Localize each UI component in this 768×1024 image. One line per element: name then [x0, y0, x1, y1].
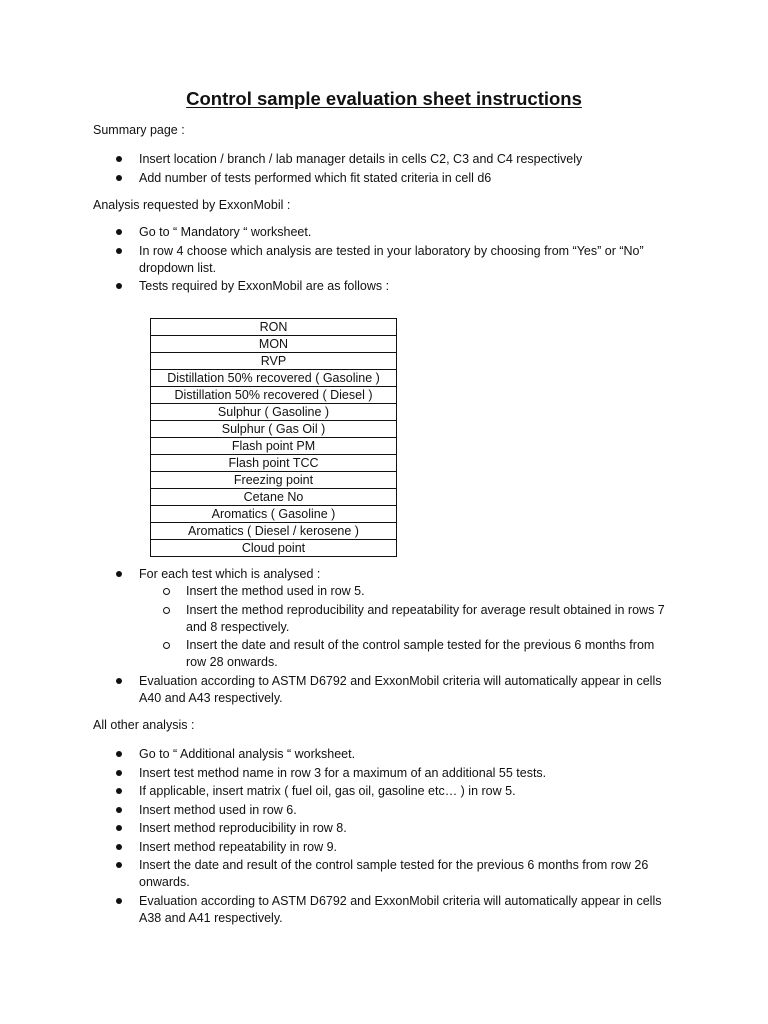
- sub-list-item: Insert the date and result of the control sample tested for the previous 6 months from row 28 onwards.: [139, 637, 672, 671]
- list-item: Insert the date and result of the control sample tested for the previous 6 months from row 26 onwards.: [0, 857, 679, 891]
- table-cell: Distillation 50% recovered ( Diesel ): [151, 387, 397, 404]
- table-cell: Cetane No: [151, 489, 397, 506]
- list-item: Tests required by ExxonMobil are as follows :: [0, 278, 679, 295]
- table-cell: RVP: [151, 353, 397, 370]
- table-cell: Distillation 50% recovered ( Gasoline ): [151, 370, 397, 387]
- table-cell: Flash point TCC: [151, 455, 397, 472]
- table-row: [151, 404, 397, 421]
- table-cell: Aromatics ( Diesel / kerosene ): [151, 523, 397, 540]
- table-row: [151, 489, 397, 506]
- list-item: In row 4 choose which analysis are tested in your laboratory by choosing from “Yes” or “No” dropdown list.: [0, 243, 679, 277]
- table-row: [151, 387, 397, 404]
- sub-list-item: Insert the method used in row 5.: [139, 583, 672, 600]
- table-row: [151, 353, 397, 370]
- sub-list-item: Insert the method reproducibility and repeatability for average result obtained in rows 7 and 8 respectively.: [139, 602, 672, 636]
- table-cell: Flash point PM: [151, 438, 397, 455]
- page-title: Control sample evaluation sheet instructions: [186, 88, 582, 109]
- table-row: [151, 421, 397, 438]
- list-item: [0, 566, 679, 671]
- list-item: Go to “ Mandatory “ worksheet.: [0, 224, 679, 241]
- table-row: [151, 506, 397, 523]
- table-row: [151, 523, 397, 540]
- summary-heading: Summary page :: [93, 123, 185, 137]
- other-heading: All other analysis :: [93, 718, 195, 732]
- list-item: Add number of tests performed which fit stated criteria in cell d6: [0, 170, 679, 187]
- list-item: Evaluation according to ASTM D6792 and ExxonMobil criteria will automatically appear in cells A40 and A43 respectively.: [0, 673, 679, 707]
- table-row: [151, 540, 397, 557]
- list-item: Insert method reproducibility in row 8.: [0, 820, 679, 837]
- sub-list: [139, 583, 679, 671]
- table-cell: RON: [151, 319, 397, 336]
- exxon-list: [0, 224, 768, 297]
- tests-table: [150, 318, 397, 557]
- table-cell: Aromatics ( Gasoline ): [151, 506, 397, 523]
- list-item-label: For each test which is analysed :: [139, 567, 321, 581]
- summary-list: [0, 151, 768, 188]
- table-cell: Cloud point: [151, 540, 397, 557]
- table-row: [151, 455, 397, 472]
- table-cell: Sulphur ( Gas Oil ): [151, 421, 397, 438]
- table-row: [151, 472, 397, 489]
- list-item: Insert method repeatability in row 9.: [0, 839, 679, 856]
- list-item: If applicable, insert matrix ( fuel oil, gas oil, gasoline etc… ) in row 5.: [0, 783, 679, 800]
- exxon-after-list: [0, 566, 768, 708]
- table-cell: MON: [151, 336, 397, 353]
- list-item: Go to “ Additional analysis “ worksheet.: [0, 746, 679, 763]
- list-item: Insert location / branch / lab manager details in cells C2, C3 and C4 respectively: [0, 151, 679, 168]
- list-item: Insert method used in row 6.: [0, 802, 679, 819]
- list-item: Evaluation according to ASTM D6792 and ExxonMobil criteria will automatically appear in cells A38 and A41 respectively.: [0, 893, 679, 927]
- exxon-heading: Analysis requested by ExxonMobil :: [93, 198, 291, 212]
- table-row: [151, 438, 397, 455]
- list-item: Insert test method name in row 3 for a maximum of an additional 55 tests.: [0, 765, 679, 782]
- table-cell: Sulphur ( Gasoline ): [151, 404, 397, 421]
- table-row: [151, 319, 397, 336]
- other-list: [0, 746, 768, 928]
- table-row: [151, 370, 397, 387]
- table-cell: Freezing point: [151, 472, 397, 489]
- table-row: [151, 336, 397, 353]
